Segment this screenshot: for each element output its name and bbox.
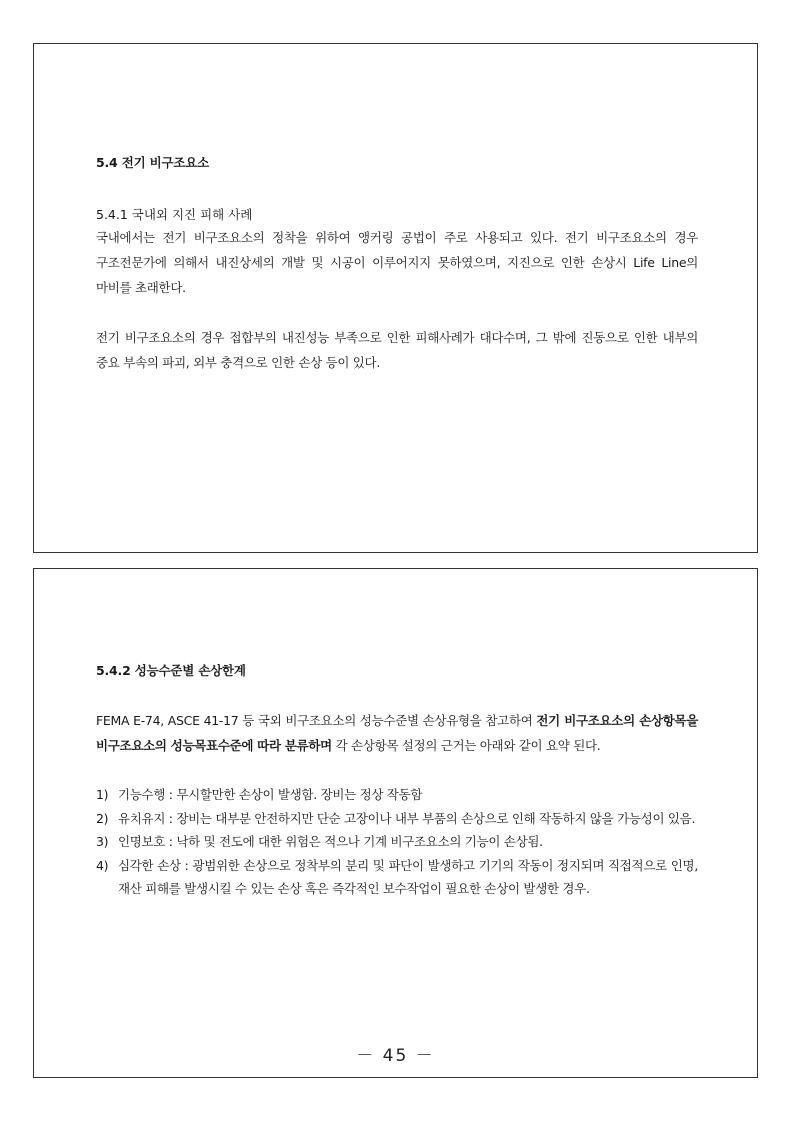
list-item (96, 783, 698, 807)
list-item (96, 854, 698, 901)
list-item (96, 830, 698, 854)
list-number: 4) (96, 857, 109, 873)
intro-paragraph (96, 708, 698, 758)
subsection-heading: 5.4.2 성능수준별 손상한계 (96, 663, 246, 678)
list-text: 기능수행 : 무시할만한 손상이 발생함. 장비는 정상 작동함 (118, 787, 423, 802)
list-number: 2) (96, 810, 109, 826)
list-item (96, 807, 698, 831)
body-paragraph: 국내에서는 전기 비구조요소의 정착을 위하여 앵커링 공법이 주로 사용되고 있다. 전기 비구조요소의 경우 구조전문가에 의해서 내진상세의 개발 및 시공이 이루어지지 못하였으며, 지진으로 인한 손상시 Life Line의 마비를 초래한다. (96, 230, 698, 295)
damage-level-list (96, 783, 698, 901)
list-text: 유치유지 : 장비는 대부분 안전하지만 단순 고장이나 내부 부품의 손상으로 인해 작동하지 않을 가능성이 있음. (118, 810, 696, 826)
intro-emphasis: 전기 비구조요소의 손상항목을 비구조요소의 성능목표수준에 따라 분류하며 (96, 713, 698, 753)
intro-text: 각 손상항목 설정의 근거는 아래와 같이 요약 된다. (331, 738, 601, 753)
subsection-heading: 5.4.1 국내외 지진 피해 사례 (96, 207, 253, 222)
list-text: 심각한 손상 : 광범위한 손상으로 정착부의 분리 및 파단이 발생하고 기기의 작동이 정지되며 직접적으로 인명, 재산 피해를 발생시킬 수 있는 손상 혹은 즉각적인 보수작업이 필요한 손상이 발생한 경우. (118, 857, 698, 896)
intro-text: FEMA E-74, ASCE 41-17 등 국외 비구조요소의 성능수준별 손상유형을 참고하여 (96, 713, 537, 728)
page-number: － 45 － (356, 1046, 435, 1066)
lower-slide-frame (33, 568, 758, 1078)
list-number: 1) (96, 787, 109, 802)
list-number: 3) (96, 834, 109, 849)
list-text: 인명보호 : 낙하 및 전도에 대한 위험은 적으나 기계 비구조요소의 기능이 손상됨. (118, 834, 543, 849)
section-heading: 5.4 전기 비구조요소 (96, 155, 209, 170)
upper-slide-frame (33, 43, 758, 553)
body-paragraph: 전기 비구조요소의 경우 접합부의 내진성능 부족으로 인한 피해사례가 대다수며, 그 밖에 진동으로 인한 내부의 중요 부속의 파괴, 외부 충격으로 인한 손상 등이 있다. (96, 330, 698, 370)
